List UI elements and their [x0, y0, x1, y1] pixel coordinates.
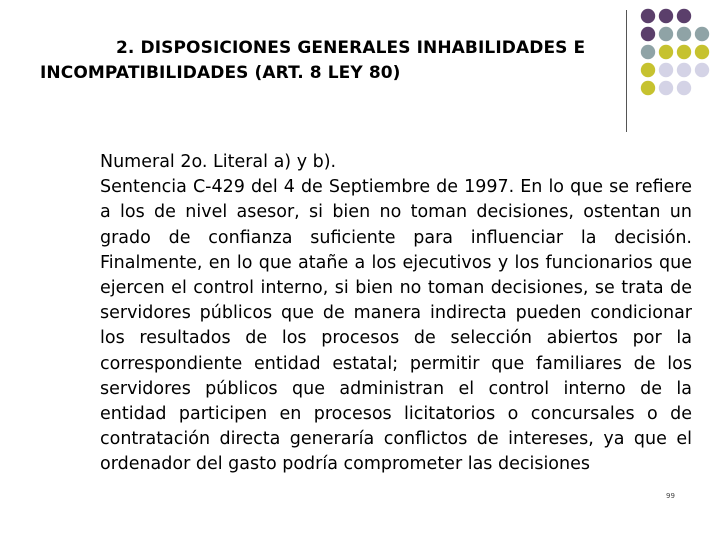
decorative-dot [641, 45, 655, 59]
decorative-dot [659, 9, 673, 23]
decorative-dot [677, 63, 691, 77]
decorative-dot [695, 27, 709, 41]
decorative-dot [677, 81, 691, 95]
decorative-dot [641, 81, 655, 95]
decorative-dot [695, 63, 709, 77]
decorative-dot [695, 45, 709, 59]
decorative-dot [659, 81, 673, 95]
slide-body [100, 150, 692, 478]
decorative-dot [677, 27, 691, 41]
decorative-dot [659, 63, 673, 77]
section-heading: Numeral 2o. Literal a) y b). [100, 152, 337, 172]
decorative-dot [641, 63, 655, 77]
decorative-dot [659, 45, 673, 59]
decorative-dot [677, 9, 691, 23]
decorative-dot [641, 27, 655, 41]
decorative-dot [659, 27, 673, 41]
slide-title: 2. DISPOSICIONES GENERALES INHABILIDADES E INCOMPATIBILIDADES (ART. 8 LEY 80) [40, 38, 586, 83]
page-number: 99 [666, 492, 675, 500]
body-paragraph: Sentencia C-429 del 4 de Septiembre de 1997. En lo que se refiere a los de nivel asesor, si bien no toman decisiones, ostentan un grado de confianza suficiente para influenciar la decisión. Finalmente, en lo que atañe a los ejecutivos y los funcionarios que ejercen el control interno, si bien no toman decisiones, se trata de servidores públicos que de manera indirecta pueden condicionar los resultados de los procesos de selección abiertos por la correspondiente entidad estatal; permitir que familiares de los servidores públicos que administran el control interno de la entidad participen en procesos licitatorios o concursales o de contratación directa generaría conflictos de intereses, ya que el ordenador del gasto podría comprometer las decisiones [100, 177, 692, 475]
decorative-dot [641, 9, 655, 23]
decorative-dot [677, 45, 691, 59]
